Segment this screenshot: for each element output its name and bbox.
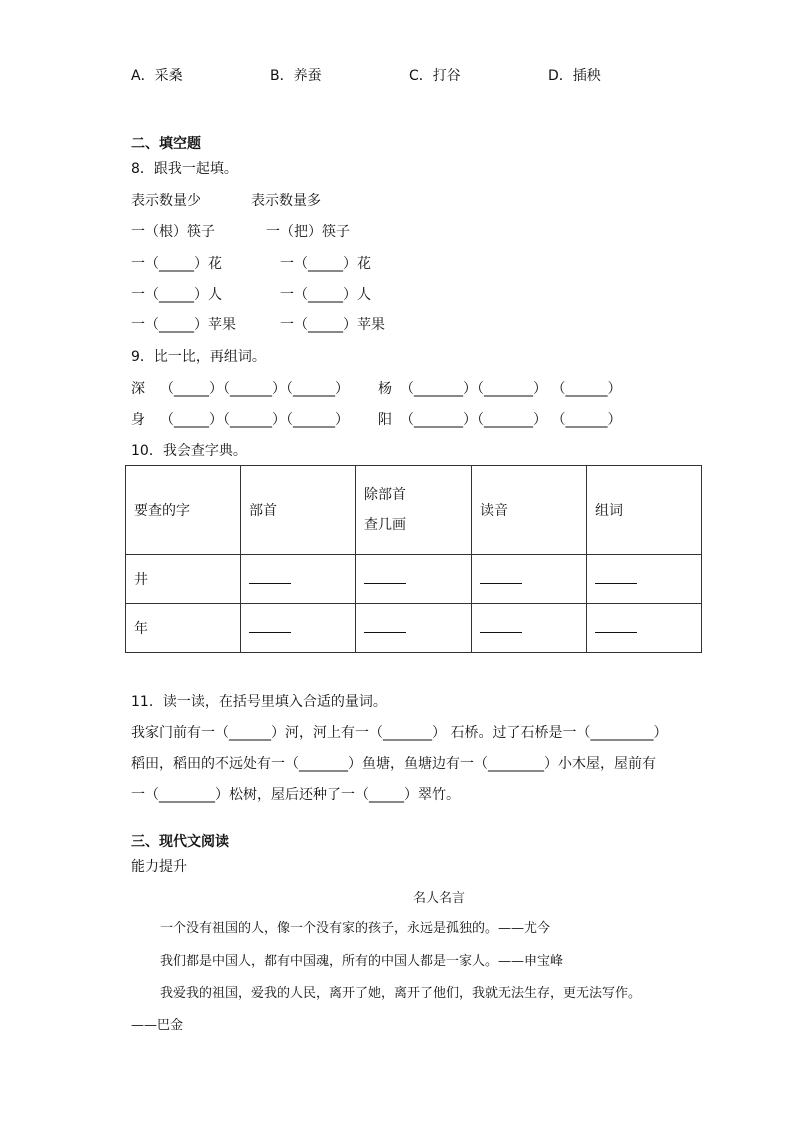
q9-row2-blanks1: （_____）（______）（______） bbox=[160, 412, 349, 428]
q9-title: 9．比一比，再组词。 bbox=[131, 349, 266, 365]
dictionary-table bbox=[125, 465, 702, 653]
option-b: B．养蚕 bbox=[270, 68, 322, 84]
q8-title: 8．跟我一起填。 bbox=[131, 161, 238, 177]
q9-row2-char1: 身 bbox=[131, 412, 145, 428]
q8-header-right: 表示数量多 bbox=[251, 193, 321, 209]
section3-subtitle: 能力提升 bbox=[131, 859, 187, 875]
q10-title: 10．我会查字典。 bbox=[131, 443, 247, 459]
header-strokes bbox=[356, 466, 472, 555]
table-row bbox=[126, 604, 702, 653]
q8-row3-left: 一（_____）人 bbox=[131, 287, 222, 303]
section3-title: 三、现代文阅读 bbox=[131, 834, 229, 850]
q9-row1-char1: 深 bbox=[131, 381, 145, 397]
answer-blank[interactable] bbox=[587, 555, 702, 604]
quote-3: 我爱我的祖国，爱我的人民，离开了她，离开了他们，我就无法生存，更无法写作。 bbox=[160, 986, 642, 1001]
option-d: D．插秧 bbox=[548, 68, 601, 84]
q11-line3: 一（________）松树，屋后还种了一（_____）翠竹。 bbox=[131, 787, 460, 803]
quote-3-author: ——巴金 bbox=[131, 1018, 184, 1033]
q9-row2-char2: 阳 bbox=[378, 412, 392, 428]
header-strokes-line1: 除部首 bbox=[364, 487, 406, 503]
option-a: A．采桑 bbox=[131, 68, 183, 84]
q9-row2-blanks2: （_______）（_______） （______） bbox=[400, 412, 622, 428]
header-words: 组词 bbox=[587, 466, 702, 555]
reading-title: 名人名言 bbox=[413, 891, 466, 906]
quote-1: 一个没有祖国的人，像一个没有家的孩子，永远是孤独的。——尤今 bbox=[160, 921, 551, 936]
q11-line1: 我家门前有一（______）河，河上有一（_______） 石桥。过了石桥是一（_________） bbox=[131, 725, 668, 741]
q8-row2-left: 一（_____）花 bbox=[131, 256, 222, 272]
row-char: 井 bbox=[126, 555, 241, 604]
q8-row4-left: 一（_____）苹果 bbox=[131, 317, 236, 333]
q11-title: 11．读一读，在括号里填入合适的量词。 bbox=[131, 694, 387, 710]
answer-blank[interactable] bbox=[241, 555, 356, 604]
answer-blank[interactable] bbox=[356, 604, 472, 653]
table-row bbox=[126, 555, 702, 604]
section2-title: 二、填空题 bbox=[131, 136, 201, 152]
q8-row1-right: 一（把）筷子 bbox=[266, 224, 350, 240]
header-pronunciation: 读音 bbox=[472, 466, 587, 555]
q8-header-left: 表示数量少 bbox=[131, 193, 201, 209]
answer-blank[interactable] bbox=[356, 555, 472, 604]
q9-row1-blanks1: （_____）（______）（______） bbox=[160, 381, 349, 397]
answer-blank[interactable] bbox=[472, 604, 587, 653]
header-strokes-line2: 查几画 bbox=[364, 517, 406, 533]
option-c: C．打谷 bbox=[409, 68, 461, 84]
q9-row1-blanks2: （_______）（_______） （______） bbox=[400, 381, 622, 397]
q8-row4-right: 一（_____）苹果 bbox=[280, 317, 385, 333]
header-char: 要查的字 bbox=[126, 466, 241, 555]
header-radical: 部首 bbox=[241, 466, 356, 555]
answer-blank[interactable] bbox=[587, 604, 702, 653]
q8-row1-left: 一（根）筷子 bbox=[131, 224, 215, 240]
quote-2: 我们都是中国人，都有中国魂，所有的中国人都是一家人。——申宝峰 bbox=[160, 954, 564, 969]
answer-blank[interactable] bbox=[241, 604, 356, 653]
row-char: 年 bbox=[126, 604, 241, 653]
q11-line2: 稻田，稻田的不远处有一（_______）鱼塘，鱼塘边有一（________）小木屋，屋前有 bbox=[131, 756, 656, 772]
q8-row3-right: 一（_____）人 bbox=[280, 287, 371, 303]
q9-row1-char2: 杨 bbox=[378, 381, 392, 397]
answer-blank[interactable] bbox=[472, 555, 587, 604]
q8-row2-right: 一（_____）花 bbox=[280, 256, 371, 272]
